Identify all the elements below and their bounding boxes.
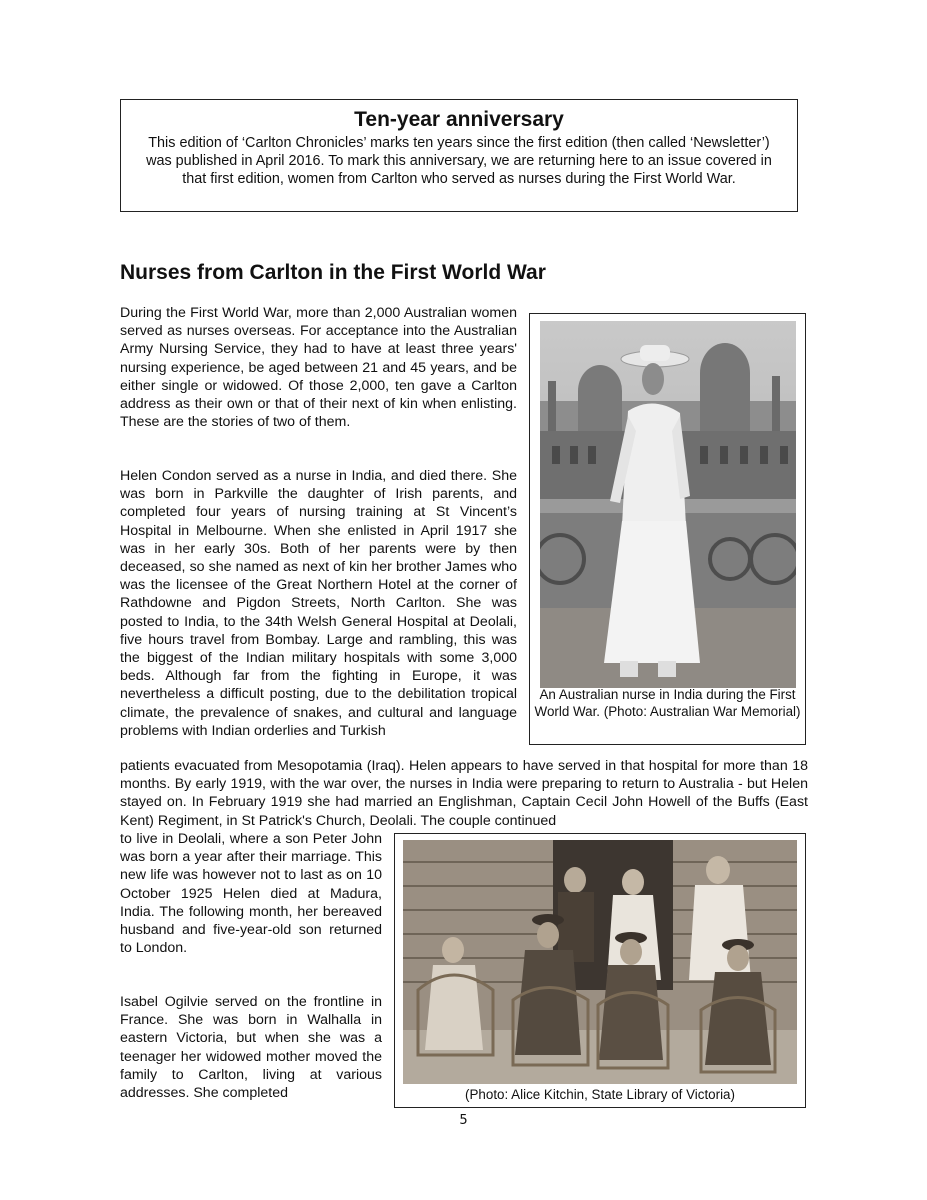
paragraph-helen-condon-continued: patients evacuated from Mesopotamia (Iraq). Helen appears to have served in that hospital for more than 18 months. By early 1919, with the war over, the nurses in India were preparing to return to Australia - but Helen stayed on. In February 1919 she had married an Englishman, Captain Cecil John Howell of the Buffs (East Kent) Regiment, in St Patrick's Church, Deolali. The couple continued	[120, 758, 808, 829]
nurse-in-india-photo	[540, 321, 796, 688]
page-number: 5	[459, 1113, 468, 1128]
nurse-photo-figure	[529, 313, 806, 745]
nurse-photo-caption: An Australian nurse in India during the First World War. (Photo: Australian War Memorial)	[534, 687, 801, 719]
article-title: Nurses from Carlton in the First World War	[120, 261, 546, 284]
anniversary-box	[120, 99, 798, 212]
group-photo-caption: (Photo: Alice Kitchin, State Library of Victoria)	[465, 1087, 735, 1102]
paragraph-isabel-ogilvie: Isabel Ogilvie served on the frontline in France. She was born in Walhalla in eastern Victoria, but when she was a teenager her widowed mother moved the family to Carlton, living at various addresses. She completed	[120, 994, 382, 1102]
paragraph-helen-condon: Helen Condon served as a nurse in India, and died there. She was born in Parkville the daughter of Irish parents, and completed four years of nursing training at St Vincent’s Hospital in Melbourne. When she enlisted in April 1917 she was in her early 30s. Both of her parents were by then deceased, so she named as next of kin her brother James who was the licensee of the Great Northern Hotel at the corner of Rathdowne and Pigdon Streets, North Carlton. She was posted to India, to the 34th Welsh General Hospital at Deolali, five hours travel from Bombay. Large and rambling, this was the biggest of the Indian military hospitals with some 3,000 beds. Although far from the fighting in Europe, it was nevertheless a difficult posting, due to the debilitation tropical climate, the prevalence of snakes, and cultural and language problems with Indian orderlies and Turkish	[120, 468, 517, 739]
paragraph-intro: During the First World War, more than 2,000 Australian women served as nurses overseas. For acceptance into the Australian Army Nursing Service, they had to have at least three years' nursing experience, be aged between 21 and 45 years, and be either single or widowed. Of those 2,000, ten gave a Carlton address as their own or that of their next of kin when enlisting. These are the stories of two of them.	[120, 305, 517, 431]
anniversary-text: This edition of ‘Carlton Chronicles’ marks ten years since the first edition (then called ‘Newsletter’) was published in April 2016. To mark this anniversary, we are returning here to an issue covered in that first edition, women from Carlton who served as nurses during the First World War.	[146, 135, 772, 187]
anniversary-heading: Ten-year anniversary	[354, 108, 564, 131]
paragraph-helen-condon-end: to live in Deolali, where a son Peter John was born a year after their marriage. This new life was however not to last as on 10 October 1925 Helen died at Madura, India. The following month, her bereaved husband and five-year-old son returned to London.	[120, 831, 382, 957]
group-photo	[403, 840, 797, 1084]
group-photo-figure	[394, 833, 806, 1108]
